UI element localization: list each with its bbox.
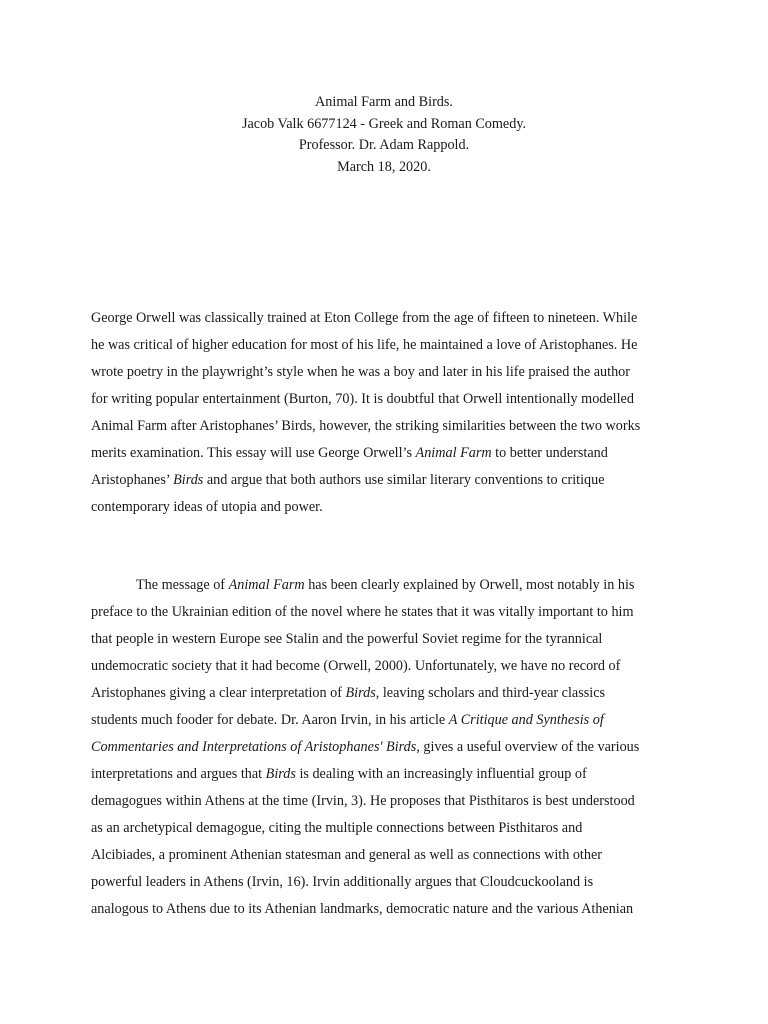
text-run: and argue that both authors use similar literary conventions to critique: [203, 472, 605, 488]
text-line: [91, 788, 691, 815]
text-run: merits examination. This essay will use George Orwell’s: [91, 445, 416, 461]
text-run: undemocratic society that it had become (Orwell, 2000). Unfortunately, we have no record of: [91, 658, 621, 674]
text-line: [91, 572, 691, 599]
date-line: March 18, 2020.: [337, 158, 431, 175]
text-line: [91, 467, 691, 494]
italic-text: Animal Farm: [415, 445, 492, 461]
text-run: students much fooder for debate. Dr. Aaron Irvin, in his article: [91, 712, 449, 728]
text-line: [91, 896, 691, 923]
document-header: [0, 92, 768, 178]
text-run: Animal Farm after Aristophanes’ Birds, however, the striking similarities between the two works: [91, 418, 641, 434]
text-run: Aristophanes giving a clear interpretation of: [91, 685, 346, 701]
text-line: [91, 734, 691, 761]
text-line: [91, 494, 691, 521]
text-line: [91, 869, 691, 896]
text-run: contemporary ideas of utopia and power.: [91, 499, 323, 515]
text-line: [91, 413, 691, 440]
text-line: [91, 707, 691, 734]
text-run: The message of: [136, 577, 229, 593]
text-line: [91, 386, 691, 413]
paragraph-1: [91, 305, 691, 521]
text-run: to better understand: [491, 445, 608, 461]
text-run: is dealing with an increasingly influential group of: [295, 766, 587, 782]
italic-text: A Critique and Synthesis of: [448, 712, 604, 728]
text-run: for writing popular entertainment (Burton, 70). It is doubtful that Orwell intentionally modelled: [91, 391, 634, 407]
text-line: [91, 359, 691, 386]
text-line: [91, 680, 691, 707]
text-line: [91, 332, 691, 359]
text-run: Alcibiades, a prominent Athenian statesman and general as well as connections with other: [91, 847, 602, 863]
italic-text: Birds: [265, 766, 296, 782]
text-line: [91, 815, 691, 842]
paragraph-2: [91, 572, 691, 923]
text-run: George Orwell was classically trained at Eton College from the age of fifteen to nineteen. While: [91, 310, 638, 326]
text-run: demagogues within Athens at the time (Irvin, 3). He proposes that Pisthitaros is best understood: [91, 793, 635, 809]
text-line: [91, 440, 691, 467]
text-line: [91, 761, 691, 788]
text-run: gives a useful overview of the various: [419, 739, 640, 755]
text-run: , leaving scholars and third-year classics: [375, 685, 606, 701]
text-line: [91, 842, 691, 869]
text-run: that people in western Europe see Stalin and the powerful Soviet regime for the tyrannical: [91, 631, 603, 647]
text-run: as an archetypical demagogue, citing the multiple connections between Pisthitaros and: [91, 820, 583, 836]
text-run: has been clearly explained by Orwell, most notably in his: [304, 577, 635, 593]
italic-text: Birds: [345, 685, 376, 701]
italic-text: Birds: [173, 472, 204, 488]
text-run: he was critical of higher education for most of his life, he maintained a love of Aristophanes. He: [91, 337, 638, 353]
text-run: wrote poetry in the playwright’s style when he was a boy and later in his life praised the author: [91, 364, 630, 380]
text-run: powerful leaders in Athens (Irvin, 16). Irvin additionally argues that Cloudcuckooland is: [91, 874, 594, 890]
text-run: interpretations and argues that: [91, 766, 266, 782]
text-line: [91, 599, 691, 626]
professor-line: Professor. Dr. Adam Rappold.: [298, 137, 470, 153]
author-line: Jacob Valk 6677124 - Greek and Roman Comedy.: [241, 115, 527, 132]
essay-title: Animal Farm and Birds.: [315, 94, 453, 110]
italic-text: Commentaries and Interpretations of Aristophanes' Birds,: [91, 739, 420, 755]
text-line: [91, 626, 691, 653]
text-run: Aristophanes’: [91, 472, 174, 488]
italic-text: Animal Farm: [228, 577, 305, 593]
text-run: analogous to Athens due to its Athenian landmarks, democratic nature and the various Athenian: [91, 901, 634, 917]
text-line: [91, 305, 691, 332]
text-run: preface to the Ukrainian edition of the novel where he states that it was vitally important to him: [91, 604, 634, 620]
text-line: [91, 653, 691, 680]
